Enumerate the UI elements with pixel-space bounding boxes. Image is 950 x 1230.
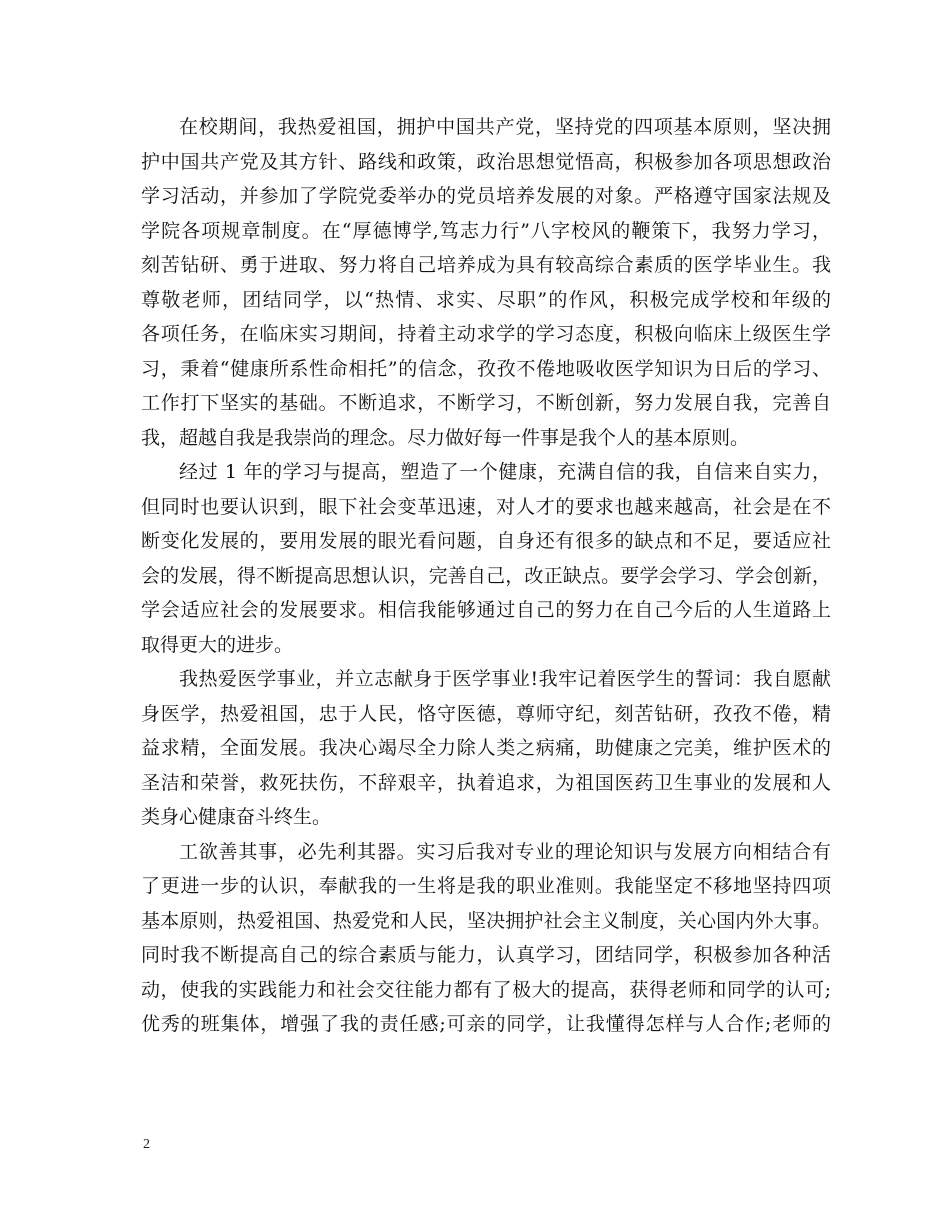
paragraph-3 [141, 662, 831, 835]
paragraph-line: 取得更大的进步。 [141, 633, 294, 656]
paragraph-2 [141, 455, 831, 662]
paragraph-line: 我，超越自我是我崇尚的理念。尽力做好每一件事是我个人的基本原则。 [141, 426, 750, 449]
paragraph-1 [141, 110, 831, 455]
paragraph-line: 学习活动，并参加了学院党委举办的党员培养发展的对象。严格遵守国家法规及 [141, 185, 831, 207]
paragraph-line: 在校期间，我热爱祖国，拥护中国共产党，坚持党的四项基本原则，坚决拥 [179, 116, 831, 138]
paragraph-line: 各项任务，在临床实习期间，持着主动求学的学习态度，积极向临床上级医生学 [141, 323, 831, 345]
paragraph-line: 类身心健康奋斗终生。 [141, 806, 332, 828]
paragraph-line: 但同时也要认识到，眼下社会变革迅速，对人才的要求也越来越高，社会是在不 [141, 495, 831, 518]
paragraph-line: 了更进一步的认识，奉献我的一生将是我的职业准则。我能坚定不移地坚持四项 [141, 875, 831, 897]
paragraph-line: 基本原则，热爱祖国、热爱党和人民，坚决拥护社会主义制度，关心国内外大事。 [141, 909, 831, 932]
page-number: 2 [143, 1137, 150, 1152]
paragraph-line: 学院各项规章制度。在“厚德博学,笃志力行”八字校风的鞭策下，我努力学习， [141, 219, 831, 242]
paragraph-line: 我热爱医学事业，并立志献身于医学事业!我牢记着医学生的誓词：我自愿献 [179, 668, 831, 690]
paragraph-line: 圣洁和荣誉，救死扶伤，不辞艰辛，执着追求，为祖国医药卫生事业的发展和人 [141, 771, 831, 794]
paragraph-line: 尊敬老师，团结同学，以“热情、求实、尽职”的作风，积极完成学校和年级的 [141, 288, 831, 311]
paragraph-line: 断变化发展的，要用发展的眼光看问题，自身还有很多的缺点和不足，要适应社 [141, 530, 831, 552]
paragraph-line: 经过 1 年的学习与提高，塑造了一个健康，充满自信的我，自信来自实力， [179, 461, 831, 483]
paragraph-line: 同时我不断提高自己的综合素质与能力，认真学习，团结同学，积极参加各种活 [141, 944, 831, 966]
paragraph-line: 会的发展，得不断提高思想认识，完善自己，改正缺点。要学会学习、学会创新， [141, 564, 831, 587]
paragraph-line: 动，使我的实践能力和社会交往能力都有了极大的提高，获得老师和同学的认可; [141, 978, 831, 1001]
paragraph-line: 刻苦钻研、勇于进取、努力将自己培养成为具有较高综合素质的医学毕业生。我 [141, 254, 831, 276]
paragraph-line: 身医学，热爱祖国，忠于人民，恪守医德，尊师守纪，刻苦钻研，孜孜不倦，精 [141, 702, 831, 725]
paragraph-4 [141, 835, 831, 1042]
paragraph-line: 护中国共产党及其方针、路线和政策，政治思想觉悟高，积极参加各项思想政治 [141, 150, 831, 173]
document-body [141, 110, 831, 1042]
paragraph-line: 益求精，全面发展。我决心竭尽全力除人类之病痛，助健康之完美，维护医术的 [141, 737, 831, 759]
paragraph-line: 优秀的班集体，增强了我的责任感;可亲的同学，让我懂得怎样与人合作;老师的 [141, 1013, 831, 1035]
paragraph-line: 工欲善其事，必先利其器。实习后我对专业的理论知识与发展方向相结合有 [179, 840, 831, 863]
paragraph-line: 习，秉着“健康所系性命相托”的信念，孜孜不倦地吸收医学知识为日后的学习、 [141, 357, 831, 380]
paragraph-line: 工作打下坚实的基础。不断追求，不断学习，不断创新，努力发展自我，完善自 [141, 392, 831, 414]
paragraph-line: 学会适应社会的发展要求。相信我能够通过自己的努力在自己今后的人生道路上 [141, 599, 831, 621]
